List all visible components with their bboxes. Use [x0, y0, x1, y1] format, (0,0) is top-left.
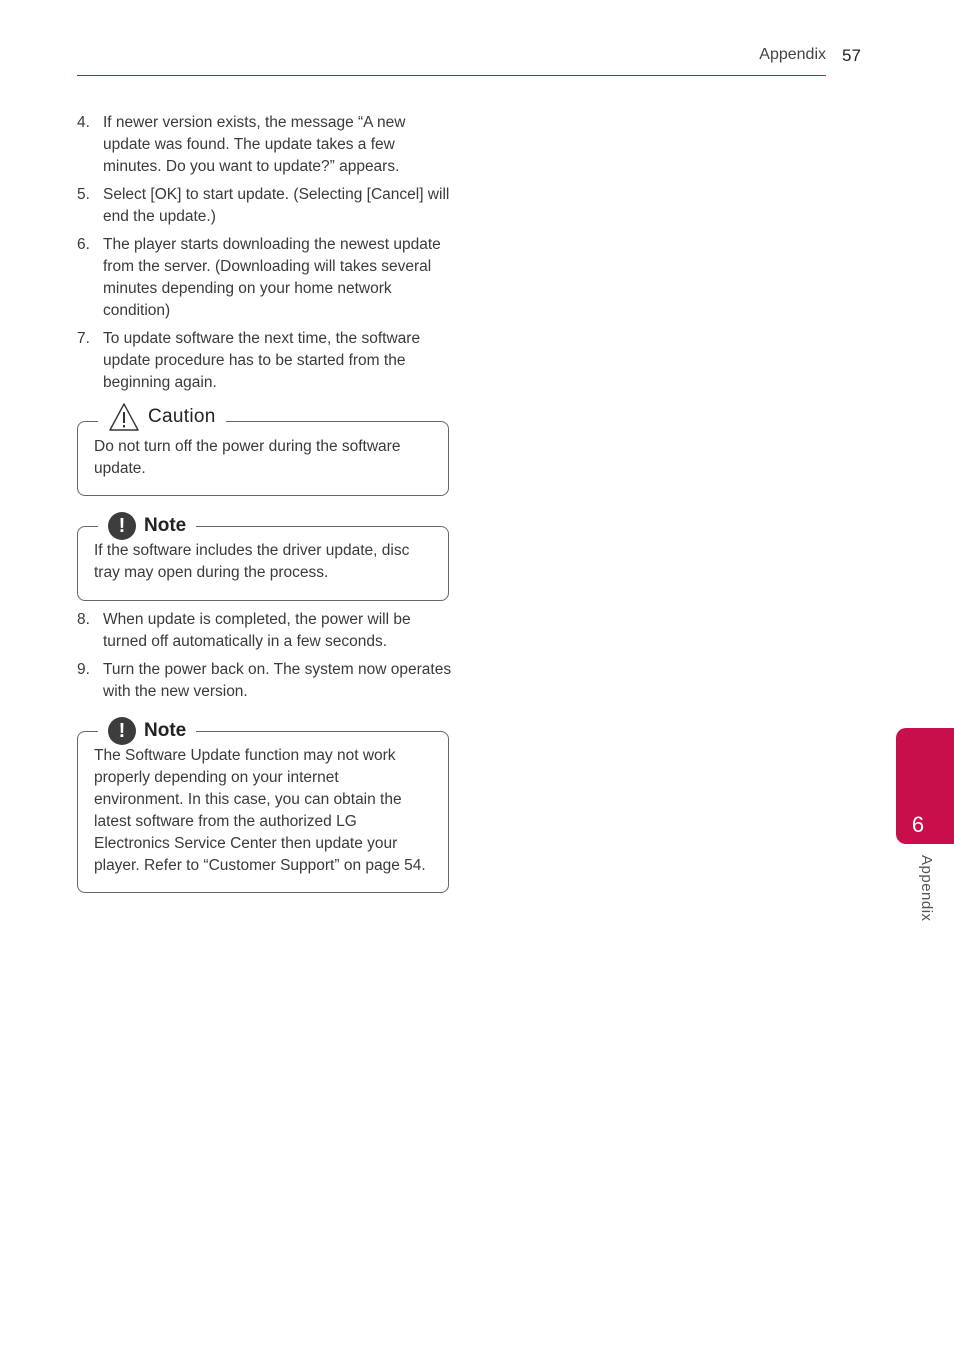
chapter-label: Appendix [918, 855, 935, 922]
step-text: Turn the power back on. The system now operates with the new version. [103, 661, 452, 700]
note-header [98, 511, 196, 541]
step-text: To update software the next time, the software update procedure has to be started from the beginning again. [103, 330, 421, 391]
note-text: If the software includes the driver update, disc tray may open during the process. [94, 542, 410, 581]
caution-header [98, 402, 226, 432]
steps-list-b [77, 609, 453, 709]
note-box-2 [77, 720, 449, 893]
step-number: 9. [77, 661, 90, 678]
list-item [77, 609, 453, 653]
step-number: 8. [77, 611, 90, 628]
step-number: 4. [77, 114, 90, 131]
step-text: The player starts downloading the newest update from the server. (Downloading will takes several minutes depending on your home network condition) [103, 236, 441, 319]
step-text: If newer version exists, the message “A new update was found. The update takes a few minutes. Do you want to update?” appears. [103, 114, 406, 175]
chapter-number: 6 [911, 812, 925, 837]
note-text: The Software Update function may not work properly depending on your internet environment. In this case, you can obtain the latest software from the authorized LG Electronics Service Center then update your player. Refer to “Customer Support” on page 54. [94, 747, 426, 874]
note-header [98, 716, 196, 746]
header-rule [77, 75, 826, 76]
list-item [77, 234, 453, 322]
note-title: Note [144, 720, 187, 741]
list-item [77, 659, 453, 703]
list-item [77, 328, 453, 394]
note-box-1 [77, 515, 449, 601]
step-text: Select [OK] to start update. (Selecting [Cancel] will end the update.) [103, 186, 450, 225]
list-item [77, 112, 453, 178]
caution-box [77, 406, 449, 496]
exclamation-circle-icon: ! [108, 512, 136, 540]
page-number: 57 [842, 46, 861, 65]
steps-list-a [77, 112, 453, 400]
warning-triangle-icon [108, 402, 140, 432]
header-section-title: Appendix [759, 46, 826, 63]
exclamation-circle-icon: ! [108, 717, 136, 745]
step-number: 6. [77, 236, 90, 253]
step-text: When update is completed, the power will be turned off automatically in a few seconds. [103, 611, 411, 650]
step-number: 7. [77, 330, 90, 347]
list-item [77, 184, 453, 228]
chapter-tab [896, 728, 954, 844]
note-title: Note [144, 515, 187, 536]
caution-text: Do not turn off the power during the software update. [94, 438, 401, 477]
caution-title: Caution [148, 406, 216, 427]
step-number: 5. [77, 186, 90, 203]
